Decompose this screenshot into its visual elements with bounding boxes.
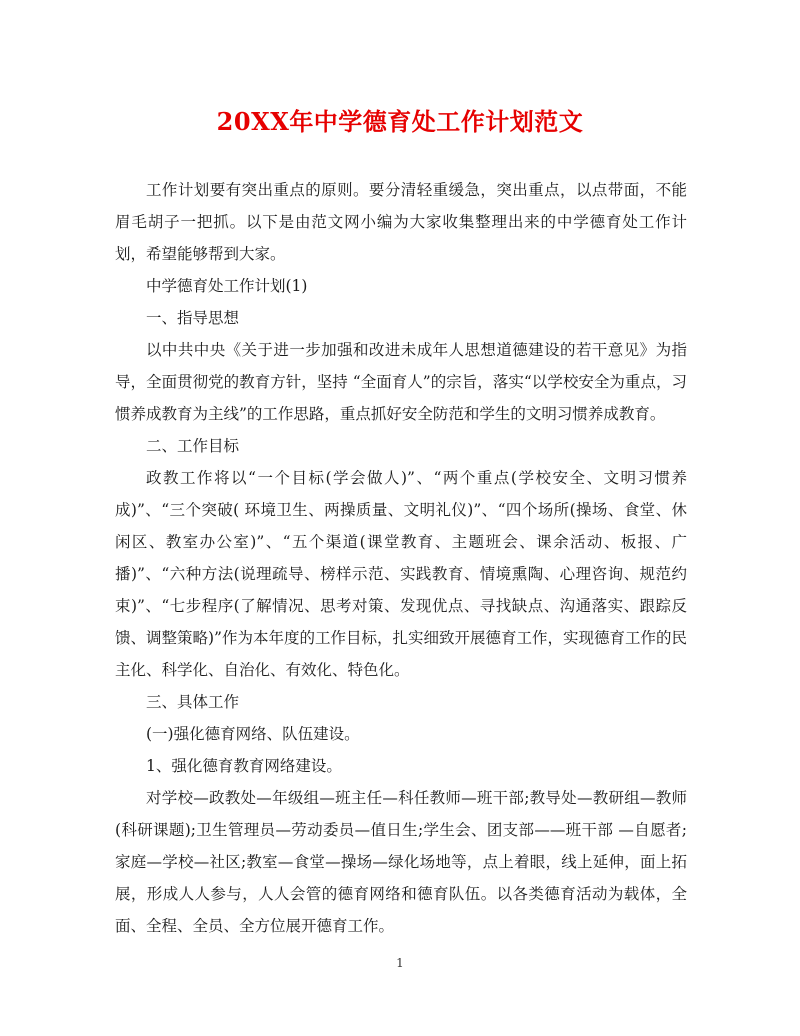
document-body [115,174,687,942]
section-heading-specific-work: 三、具体工作 [146,693,240,711]
document-title: 20XX年中学德育处工作计划范文 [216,107,584,136]
subsection-heading-network: (一)强化德育网络、队伍建设。 [146,725,360,743]
section-heading-guiding-ideology: 一、指导思想 [146,309,240,327]
guiding-ideology-paragraph: 以中共中央《关于进一步加强和改进未成年人思想道德建设的若干意见》为指导，全面贯彻党的教育方针，坚持 “全面育人”的宗旨，落实“以学校安全为重点，习惯养成教育为主线”的工作思路，重点抓好安全防范和学生的文明习惯养成教育。 [115,341,687,423]
intro-paragraph: 工作计划要有突出重点的原则。要分清轻重缓急，突出重点，以点带面，不能眉毛胡子一把抓。以下是由范文网小编为大家收集整理出来的中学德育处工作计划，希望能够帮到大家。 [115,181,687,263]
section-heading-work-goals: 二、工作目标 [146,437,240,455]
page-number: 1 [396,956,404,970]
plan-heading: 中学德育处工作计划(1) [146,277,308,295]
work-goals-paragraph: 政教工作将以“一个目标(学会做人)”、“两个重点(学校安全、文明习惯养成)”、“三个突破( 环境卫生、两操质量、文明礼仪)”、“四个场所(操场、食堂、休闲区、教室办公室)”、“五个渠道(课堂教育、主题班会、课余活动、板报、广播)”、“六种方法(说理疏导、榜样示范、实践教育、情境熏陶、心理咨询、规范约束)”、“七步程序(了解情况、思考对策、发现优点、寻找缺点、沟通落实、跟踪反馈、调整策略)”作为本年度的工作目标，扎实细致开展德育工作，实现德育工作的民主化、科学化、自治化、有效化、特色化。 [115,469,687,679]
item-heading-network-building: 1、强化德育教育网络建设。 [146,757,342,775]
network-building-paragraph: 对学校—政教处—年级组—班主任—科任教师—班干部;教导处—教研组—教师(科研课题);卫生管理员—劳动委员—值日生;学生会、团支部——班干部 —自愿者;家庭—学校—社区;教室—食堂—操场—绿化场地等，点上着眼，线上延伸，面上拓展，形成人人参与，人人会管的德育网络和德育队伍。以各类德育活动为载体，全面、全程、全员、全方位展开德育工作。 [115,789,687,935]
